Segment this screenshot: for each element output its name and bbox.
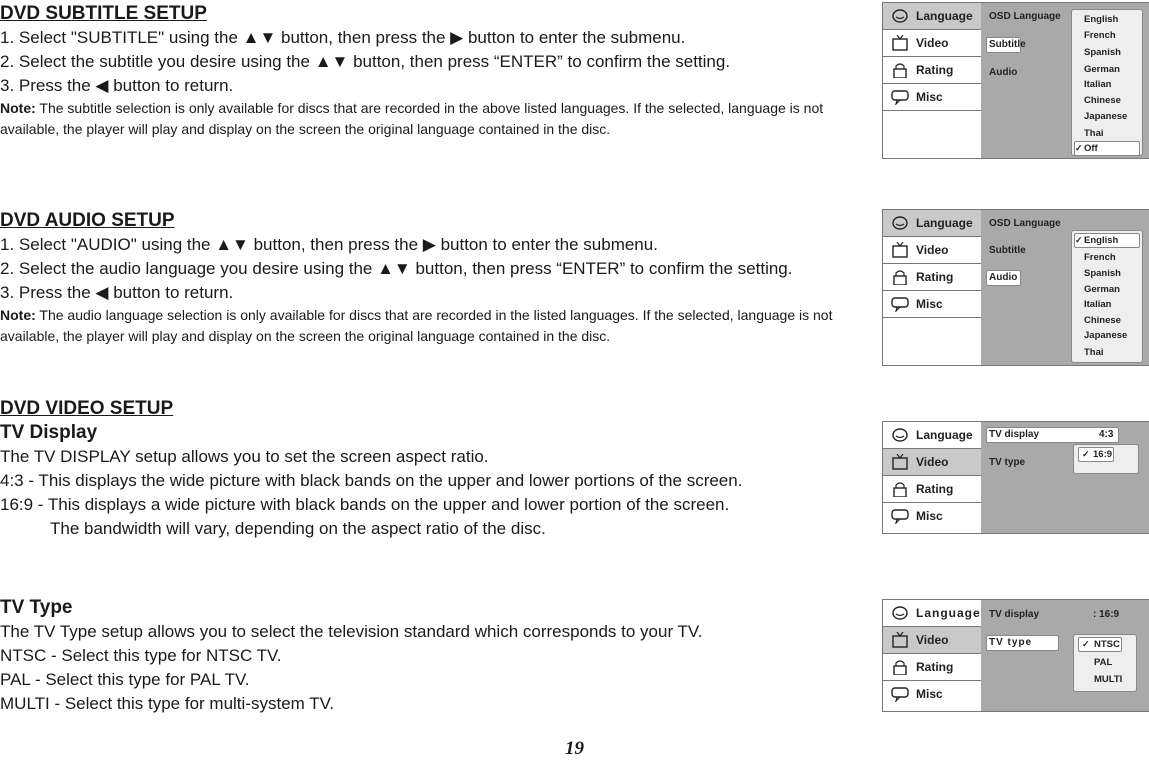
video-setup-section [0, 397, 875, 541]
osd-tv-display-menu [882, 421, 1149, 534]
submenu-item[interactable]: Italian [1084, 299, 1112, 310]
tv-type-submenu [1073, 634, 1137, 692]
osd-options-panel [981, 3, 1149, 158]
lock-icon [891, 481, 909, 497]
face-icon [891, 605, 909, 621]
tv-icon [891, 35, 909, 51]
osd-options-panel [981, 600, 1149, 711]
tv-display-line-1: The TV DISPLAY setup allows you to set the screen aspect ratio. [0, 447, 489, 466]
submenu-item[interactable]: French [1084, 30, 1116, 41]
submenu-item[interactable]: French [1084, 252, 1116, 263]
submenu-item[interactable]: Spanish [1084, 47, 1121, 58]
submenu-item-selected[interactable]: Off [1084, 143, 1098, 154]
nav-video[interactable] [883, 449, 981, 476]
option-subtitle[interactable]: Subtitle [989, 39, 1026, 50]
nav-video[interactable] [883, 237, 981, 264]
tv-type-heading: TV Type [0, 597, 73, 618]
nav-label: Video [916, 455, 949, 469]
option-tv-type[interactable]: TV type [989, 637, 1033, 648]
nav-misc[interactable] [883, 84, 981, 111]
audio-submenu [1071, 230, 1143, 363]
osd-nav [883, 422, 981, 530]
tv-display-line-2: 4:3 - This displays the wide picture with black bands on the upper and lower portions of the screen. [0, 471, 743, 490]
osd-nav [883, 600, 981, 708]
submenu-item[interactable]: Italian [1084, 79, 1112, 90]
nav-rating[interactable] [883, 57, 981, 84]
option-subtitle[interactable]: Subtitle [989, 245, 1026, 256]
nav-label: Misc [916, 687, 943, 701]
nav-misc[interactable] [883, 681, 981, 708]
tv-icon [891, 454, 909, 470]
tv-icon [891, 242, 909, 258]
submenu-item[interactable]: MULTI [1094, 674, 1123, 685]
submenu-item[interactable]: Thai [1084, 128, 1104, 139]
nav-label: Video [916, 633, 949, 647]
subtitle-step-2: 2. Select the subtitle you desire using the ▲▼ button, then press “ENTER” to confirm the setting. [0, 52, 731, 71]
option-tv-display[interactable]: TV display [989, 609, 1040, 620]
audio-note-text: The audio language selection is only available for discs that are recorded in the listed languages. If the selected, language is not available, the player will play and display on the screen the original language contained in the disc. [0, 307, 833, 344]
option-osd-language[interactable]: OSD Language [989, 218, 1061, 229]
check-icon: ✓ [1082, 639, 1090, 649]
submenu-item[interactable]: German [1084, 64, 1120, 75]
nav-language[interactable] [883, 3, 981, 30]
nav-rating[interactable] [883, 476, 981, 503]
osd-nav [883, 210, 981, 318]
submenu-item[interactable]: Japanese [1084, 111, 1128, 122]
nav-label: Rating [916, 660, 954, 674]
nav-language[interactable] [883, 210, 981, 237]
tv-type-line-1: The TV Type setup allows you to select the television standard which corresponds to your TV. [0, 622, 703, 641]
subtitle-setup-heading: DVD SUBTITLE SETUP [0, 3, 207, 24]
nav-label: Language [916, 606, 981, 620]
tv-display-value: 4:3 [1099, 429, 1114, 440]
tv-display-value: : 16:9 [1093, 609, 1120, 620]
audio-note [0, 305, 875, 347]
osd-nav [883, 3, 981, 111]
tv-display-heading: TV Display [0, 422, 98, 443]
nav-video[interactable] [883, 30, 981, 57]
nav-misc[interactable] [883, 291, 981, 318]
nav-label: Language [916, 428, 973, 442]
submenu-item-selected[interactable]: 16:9 [1093, 449, 1113, 460]
nav-rating[interactable] [883, 264, 981, 291]
speech-bubble-icon [891, 508, 909, 524]
tv-icon [891, 632, 909, 648]
subtitle-submenu [1071, 9, 1143, 156]
subtitle-setup-section [0, 2, 875, 140]
submenu-item[interactable]: PAL [1094, 657, 1113, 668]
submenu-item[interactable]: Thai [1084, 347, 1104, 358]
submenu-item-selected[interactable]: NTSC [1094, 639, 1120, 650]
subtitle-step-3: 3. Press the ◀ button to return. [0, 76, 234, 95]
audio-step-3: 3. Press the ◀ button to return. [0, 283, 234, 302]
option-audio[interactable]: Audio [989, 67, 1018, 78]
osd-options-panel [981, 210, 1149, 365]
check-icon: ✓ [1075, 143, 1083, 153]
submenu-item-selected[interactable]: English [1084, 235, 1119, 246]
submenu-item[interactable]: Spanish [1084, 268, 1121, 279]
nav-label: Language [916, 216, 973, 230]
nav-misc[interactable] [883, 503, 981, 530]
nav-rating[interactable] [883, 654, 981, 681]
tv-display-line-4: The bandwidth will vary, depending on the aspect ratio of the disc. [50, 519, 546, 538]
audio-setup-heading: DVD AUDIO SETUP [0, 210, 175, 231]
osd-options-panel [981, 422, 1149, 533]
subtitle-note-label: Note: [0, 100, 36, 116]
nav-label: Video [916, 243, 949, 257]
speech-bubble-icon [891, 89, 909, 105]
lock-icon [891, 659, 909, 675]
tv-display-submenu [1073, 444, 1139, 474]
nav-language[interactable] [883, 422, 981, 449]
nav-video[interactable] [883, 627, 981, 654]
osd-subtitle-menu [882, 2, 1149, 159]
option-tv-display[interactable]: TV display [989, 429, 1040, 440]
tv-display-line-3: 16:9 - This displays a wide picture with black bands on the upper and lower portion of the screen. [0, 495, 730, 514]
audio-setup-section [0, 209, 875, 347]
lock-icon [891, 62, 909, 78]
speech-bubble-icon [891, 296, 909, 312]
face-icon [891, 427, 909, 443]
nav-label: Rating [916, 63, 954, 77]
page-number: 19 [565, 738, 584, 759]
submenu-item[interactable]: Chinese [1084, 95, 1121, 106]
nav-language[interactable] [883, 600, 981, 627]
submenu-item[interactable]: Japanese [1084, 330, 1128, 341]
tv-type-line-4: MULTI - Select this type for multi-system TV. [0, 694, 335, 713]
submenu-item[interactable]: English [1084, 14, 1119, 25]
face-icon [891, 215, 909, 231]
subtitle-note-text: The subtitle selection is only available for discs that are recorded in the above listed languages. If the selected, language is not available, the player will play and display on the screen the original language contained in the disc. [0, 100, 824, 137]
nav-label: Misc [916, 509, 943, 523]
nav-label: Misc [916, 90, 943, 104]
submenu-item[interactable]: Chinese [1084, 315, 1121, 326]
speech-bubble-icon [891, 686, 909, 702]
nav-label: Misc [916, 297, 943, 311]
nav-label: Language [916, 9, 973, 23]
nav-label: Rating [916, 270, 954, 284]
check-icon: ✓ [1075, 235, 1083, 245]
audio-note-label: Note: [0, 307, 36, 323]
check-icon: ✓ [1082, 449, 1090, 459]
nav-label: Rating [916, 482, 954, 496]
tv-type-line-2: NTSC - Select this type for NTSC TV. [0, 646, 282, 665]
tv-type-line-3: PAL - Select this type for PAL TV. [0, 670, 250, 689]
video-setup-heading: DVD VIDEO SETUP [0, 398, 174, 419]
audio-step-1: 1. Select "AUDIO" using the ▲▼ button, then press the ▶ button to enter the submenu. [0, 235, 658, 254]
subtitle-note [0, 98, 875, 140]
lock-icon [891, 269, 909, 285]
option-osd-language[interactable]: OSD Language [989, 11, 1061, 22]
osd-audio-menu [882, 209, 1149, 366]
option-audio[interactable]: Audio [989, 272, 1018, 283]
osd-tv-type-menu [882, 599, 1149, 712]
tv-type-section [0, 596, 875, 716]
option-tv-type[interactable]: TV type [989, 457, 1026, 468]
nav-label: Video [916, 36, 949, 50]
subtitle-step-1: 1. Select "SUBTITLE" using the ▲▼ button, then press the ▶ button to enter the submenu. [0, 28, 686, 47]
face-icon [891, 8, 909, 24]
audio-step-2: 2. Select the audio language you desire using the ▲▼ button, then press “ENTER” to confirm the setting. [0, 259, 793, 278]
submenu-item[interactable]: German [1084, 284, 1120, 295]
